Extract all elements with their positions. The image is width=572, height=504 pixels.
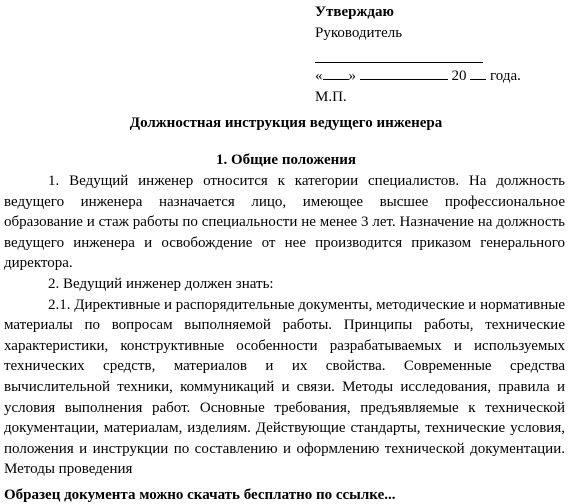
approval-title: Утверждаю bbox=[315, 4, 394, 20]
year-blank bbox=[470, 65, 486, 80]
day-blank bbox=[323, 65, 349, 80]
approval-block bbox=[315, 2, 565, 108]
paragraph: 1. Ведущий инженер относится к категории специалистов. На должность ведущего инженера назначается лицо, имеющее высшее профессиональное образование и стаж работы по специальности не менее 3 лет. Назначение на должность ведущего инженера и освобождение от нее производится приказом генерального директора. bbox=[4, 173, 565, 272]
month-blank bbox=[360, 65, 448, 80]
approval-position: Руководитель bbox=[315, 25, 403, 41]
date-quote-open: « bbox=[315, 68, 323, 84]
date-quote-close: » bbox=[348, 68, 356, 84]
year-prefix: 20 bbox=[451, 68, 467, 84]
paragraph: 2.1. Директивные и распорядительные документы, методические и нормативные материалы по вопросам выполняемой работы. Принципы работы, технические характеристики, конструктивные особенности разрабатываемых и используемых технических средств, материалов и их свойства. Современные средства вычислительной техники, коммуникаций и связи. Методы исследования, правила и условия выполнения работ. Основные требования, предъявляемые к технической документации, материалам, изделиям. Действующие стандарты, технические условия, положения и инструкции по составлению и оформлению технической документации. Методы проведения bbox=[4, 296, 565, 478]
download-link[interactable]: Образец документа можно скачать бесплатно по ссылке... bbox=[4, 487, 396, 503]
document-title: Должностная инструкция ведущего инженера bbox=[129, 115, 443, 131]
approval-date-line bbox=[315, 65, 565, 87]
document-body bbox=[4, 171, 565, 480]
signature-line bbox=[315, 44, 483, 63]
paragraph: 2. Ведущий инженер должен знать: bbox=[48, 275, 274, 292]
stamp-label: М.П. bbox=[315, 89, 347, 105]
year-suffix: года. bbox=[490, 68, 521, 84]
section-title: 1. Общие положения bbox=[215, 152, 357, 168]
